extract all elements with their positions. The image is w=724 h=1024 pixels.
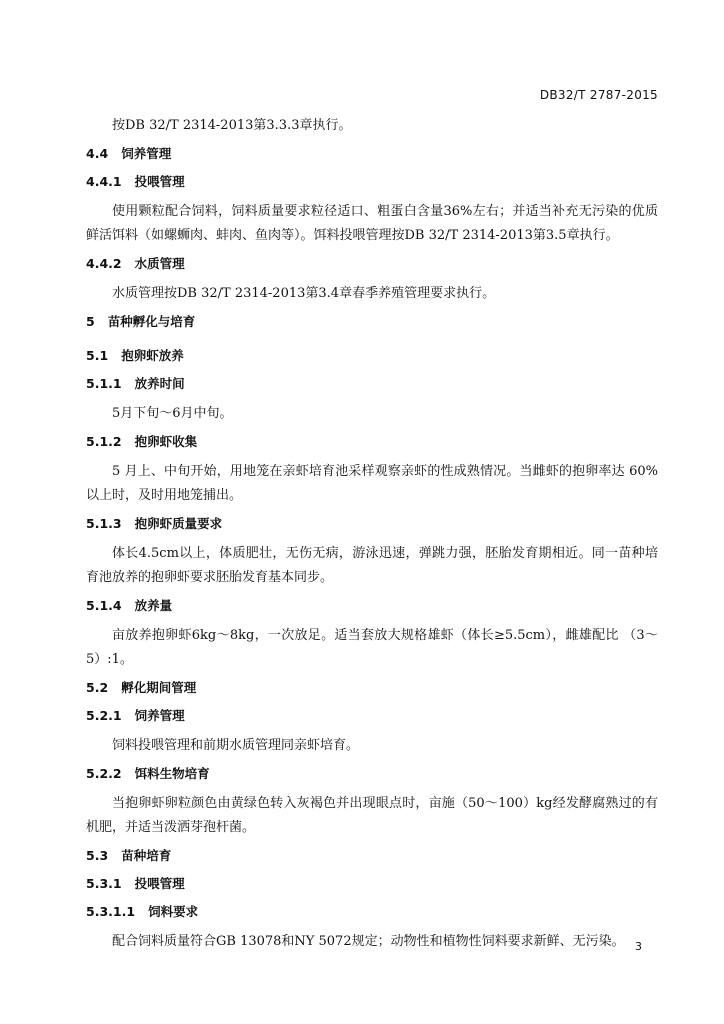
section-number: 5.3.1 (86, 876, 122, 891)
section-title: 抱卵虾收集 (134, 434, 198, 449)
section-number: 5.2 (86, 680, 109, 695)
section-title: 饵料生物培育 (134, 766, 210, 781)
paragraph: 水质管理按DB 32/T 2314-2013第3.4章春季养殖管理要求执行。 (112, 286, 496, 301)
section-title: 抱卵虾质量要求 (134, 516, 223, 531)
paragraph: 饲料投喂管理和前期水质管理同亲虾培育。 (112, 738, 360, 753)
section-heading (86, 514, 658, 534)
paragraph: 使用颗粒配合饲料，饲料质量要求粒径适口、粗蛋白含量36%左右；并适当补充无污染的优质鲜活饵料（如螺蛳肉、蚌肉、鱼肉等）。饵料投喂管理按DB 32/T 2314-2013第3.5章执行。 (86, 204, 658, 243)
section-heading (86, 764, 658, 784)
section-number: 5.1.1 (86, 376, 122, 391)
section-title: 投喂管理 (134, 876, 185, 891)
section-heading (86, 374, 658, 394)
section-number: 5.2.1 (86, 708, 122, 723)
section-heading (86, 172, 658, 192)
paragraph: 亩放养抱卵虾6kg～8kg，一次放足。适当套放大规格雄虾（体长≥5.5cm），雌雄配比 （3～5）:1。 (86, 628, 658, 667)
section-title: 放养量 (134, 598, 173, 613)
section-number: 5.1 (86, 348, 109, 363)
section-number: 5.1.4 (86, 598, 122, 613)
section-number: 5.3 (86, 848, 109, 863)
paragraph: 5月下旬～6月中旬。 (112, 406, 233, 421)
section-heading (86, 678, 658, 698)
section-heading (86, 312, 658, 332)
paragraph: 按DB 32/T 2314-2013第3.3.3章执行。 (112, 118, 352, 133)
section-title: 水质管理 (134, 256, 185, 271)
section-heading (86, 846, 658, 866)
paragraph: 当抱卵虾卵粒颜色由黄绿色转入灰褐色并出现眼点时，亩施（50～100）kg经发酵腐熟过的有机肥，并适当泼洒芽孢杆菌。 (86, 796, 658, 835)
section-heading (86, 144, 658, 164)
section-title: 饲养管理 (121, 146, 172, 161)
section-heading (86, 432, 658, 452)
section-heading (86, 874, 658, 894)
paragraph: 5 月上、中旬开始，用地笼在亲虾培育池采样观察亲虾的性成熟情况。当雌虾的抱卵率达 60%以上时，及时用地笼捕出。 (86, 464, 658, 503)
section-number: 5.1.3 (86, 516, 122, 531)
section-number: 5.2.2 (86, 766, 122, 781)
page-number: 3 (635, 940, 642, 953)
paragraph: 配合饲料质量符合GB 13078和NY 5072规定；动物性和植物性饲料要求新鲜、无污染。 (112, 934, 625, 949)
section-title: 苗种培育 (121, 848, 172, 863)
paragraph: 体长4.5cm以上，体质肥壮，无伤无病，游泳迅速，弹跳力强，胚胎发育期相近。同一苗种培育池放养的抱卵虾要求胚胎发育基本同步。 (86, 546, 658, 585)
section-number: 4.4.1 (86, 174, 122, 189)
section-number: 5.1.2 (86, 434, 122, 449)
section-title: 孵化期间管理 (121, 680, 197, 695)
section-number: 5 (86, 314, 95, 329)
section-number: 5.3.1.1 (86, 904, 136, 919)
section-number: 4.4.2 (86, 256, 122, 271)
section-title: 苗种孵化与培育 (107, 314, 196, 329)
section-heading (86, 596, 658, 616)
document-code: DB32/T 2787-2015 (539, 88, 658, 102)
section-heading (86, 346, 658, 366)
section-title: 抱卵虾放养 (121, 348, 184, 363)
document-body (86, 114, 658, 960)
section-title: 饲料要求 (148, 904, 199, 919)
section-heading (86, 706, 658, 726)
section-title: 放养时间 (134, 376, 185, 391)
section-heading (86, 254, 658, 274)
section-title: 饲养管理 (134, 708, 185, 723)
section-number: 4.4 (86, 146, 109, 161)
section-heading (86, 902, 658, 922)
section-title: 投喂管理 (134, 174, 185, 189)
